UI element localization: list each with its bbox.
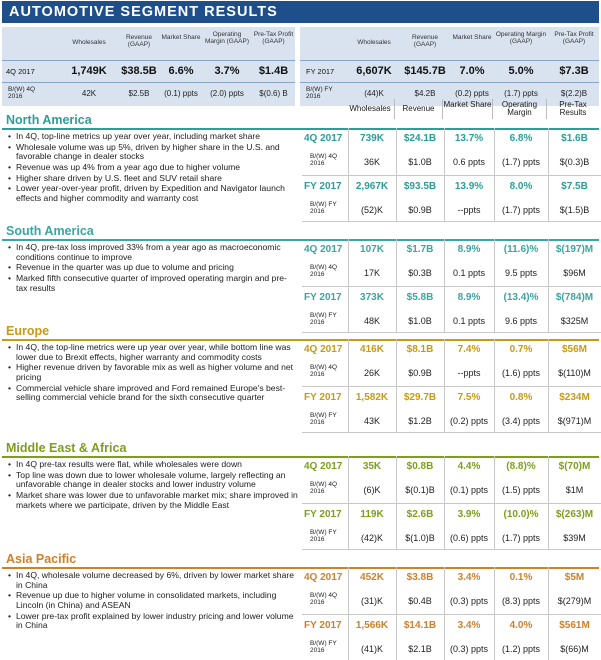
- period-row: [302, 339, 601, 361]
- metric-value: $56M: [561, 344, 587, 355]
- summary-value: 6.6%: [168, 65, 194, 77]
- summary-header-share: Market Share: [452, 34, 492, 41]
- metric-value: (1.7) ppts: [501, 205, 541, 215]
- metric-value: 2,967K: [355, 181, 389, 192]
- metric-value: (42)K: [360, 533, 383, 543]
- period-row: [302, 287, 601, 309]
- period-row: [302, 176, 601, 198]
- summary-value: 6,607K: [356, 65, 392, 77]
- bullet-item: • Commercial vehicle share improved and Ford remained Europe's best-selling commercial vehicle brand for the sixth consecutive quarter: [8, 384, 298, 403]
- bw-row: [302, 361, 601, 387]
- bullet-item: • Higher share driven by U.S. fleet and SUV retail share: [8, 174, 298, 184]
- region-bullets: [8, 571, 298, 632]
- col-header-margin: Operating Margin: [492, 99, 546, 119]
- bullet-item: • Higher revenue driven by favorable mix as well as higher volume and net pricing: [8, 363, 298, 382]
- metric-value: 13.9%: [454, 181, 484, 192]
- summary-header-pretax: Pre-Tax Profit (GAAP): [554, 31, 594, 45]
- summary-value: 1,749K: [71, 65, 107, 77]
- metric-value: 9.6 ppts: [504, 316, 538, 326]
- period-row: [302, 456, 601, 478]
- region-title: South America: [6, 224, 94, 238]
- bullet-item: • Top line was down due to lower wholesale volume, largely reflecting an unfavorable change in dealer stocks and lower industry volume: [8, 471, 298, 490]
- metric-value: $(110)M: [558, 368, 591, 378]
- metric-value: 17K: [363, 268, 380, 278]
- region-south-america: [2, 223, 599, 326]
- summary-fy: [300, 27, 599, 106]
- summary-bw-value: (0.2) ppts: [455, 89, 489, 98]
- summary-4q-values: [2, 61, 295, 83]
- metric-value: $1.6B: [561, 133, 588, 144]
- metric-value: (1.2) ppts: [501, 644, 541, 654]
- metric-value: 0.8%: [509, 392, 533, 403]
- period-label: FY 2017: [304, 392, 342, 403]
- metric-value: 9.5 ppts: [504, 268, 538, 278]
- summary-bw-value: 42K: [81, 89, 97, 98]
- metric-value: $1.0B: [408, 157, 432, 167]
- col-header-pretax: Pre-Tax Results: [546, 99, 599, 119]
- summary-header-margin: Operating Margin (GAAP): [204, 31, 250, 45]
- period-label: 4Q 2017: [304, 133, 343, 144]
- period-label: B/(W) FY 2016: [310, 529, 337, 543]
- metric-value: $0.3B: [408, 268, 432, 278]
- metric-value: (41)K: [360, 644, 383, 654]
- metric-value: 7.5%: [457, 392, 481, 403]
- metric-value: (31)K: [360, 596, 383, 606]
- metric-value: (0.2) ppts: [449, 416, 489, 426]
- bw-row: [302, 150, 601, 176]
- summary-4q: [2, 27, 295, 106]
- metric-value: (10.0)%: [503, 509, 539, 520]
- region-title: Europe: [6, 324, 50, 338]
- metric-value: $(0.3)B: [559, 157, 590, 167]
- metric-value: 416K: [360, 344, 384, 355]
- metric-value: 0.1%: [509, 572, 533, 583]
- region-middle-east-africa: [2, 440, 599, 551]
- metric-value: 26K: [363, 368, 380, 378]
- metric-value: $0.9B: [408, 368, 432, 378]
- region-title: Asia Pacific: [6, 552, 77, 566]
- period-row: [302, 387, 601, 409]
- metric-value: --ppts: [457, 205, 481, 215]
- metric-value: $3.8B: [406, 572, 434, 583]
- summary-bw-value: (0.1) ppts: [164, 89, 198, 98]
- metric-value: $5M: [564, 572, 585, 583]
- period-label: B/(W) FY 2016: [310, 412, 337, 426]
- metric-value: 452K: [360, 572, 384, 583]
- summary-header-share: Market Share: [161, 34, 201, 41]
- metric-value: $8.1B: [406, 344, 434, 355]
- period-label: 4Q 2017: [304, 344, 343, 355]
- bullet-item: • In 4Q, the top-line metrics were up year over year, while bottom line was lower due to Brexit effects, higher warranty and commodity costs: [8, 343, 298, 362]
- metric-value: $234M: [559, 392, 590, 403]
- metric-value: $2.6B: [406, 509, 434, 520]
- region-north-america: [2, 112, 599, 223]
- col-header-share: Market Share: [442, 99, 492, 119]
- summary-4q-header: [2, 27, 295, 61]
- bullet-item: • Marked fifth consecutive quarter of improved operating margin and pre-tax results: [8, 274, 298, 293]
- summary-value: 7.0%: [459, 65, 485, 77]
- metric-value: $1.0B: [408, 316, 432, 326]
- metric-value: $0.4B: [408, 596, 432, 606]
- period-label: FY 2017: [304, 509, 342, 520]
- region-asia-pacific: [2, 551, 599, 659]
- summary-bw-value: $4.2B: [414, 89, 436, 98]
- summary-value: $38.5B: [121, 65, 157, 77]
- metric-value: 0.7%: [509, 344, 533, 355]
- summary-value: $145.7B: [404, 65, 446, 77]
- metric-value: 8.9%: [457, 292, 481, 303]
- summary-fy-header: [300, 27, 599, 61]
- metric-value: $39M: [563, 533, 586, 543]
- metric-value: $(1.5)B: [559, 205, 590, 215]
- metric-value: (8.8)%: [506, 461, 536, 472]
- col-header-wholesales: Wholesales: [349, 104, 391, 113]
- metric-value: (0.1) ppts: [449, 485, 489, 495]
- region-bullets: [8, 460, 298, 511]
- col-header-revenue: Revenue: [394, 99, 442, 119]
- metric-value: $1.2B: [408, 416, 432, 426]
- summary-4q-bw: [2, 83, 295, 106]
- period-label: FY 2017: [304, 292, 342, 303]
- region-bullets: [8, 243, 298, 294]
- summary-value: 3.7%: [214, 65, 240, 77]
- metric-value: 739K: [360, 133, 384, 144]
- metric-value: (0.6) ppts: [449, 533, 489, 543]
- summary-header-revenue: Revenue (GAAP): [125, 34, 153, 48]
- metric-value: $(263)M: [555, 509, 594, 520]
- metric-value: (0.3) ppts: [449, 596, 489, 606]
- metric-value: 13.7%: [454, 133, 484, 144]
- metric-value: 107K: [360, 244, 384, 255]
- metric-value: $(971)M: [557, 416, 592, 426]
- metric-value: 373K: [360, 292, 384, 303]
- bullet-item: • Revenue in the quarter was up due to volume and pricing: [8, 263, 298, 273]
- metric-value: $96M: [563, 268, 586, 278]
- metric-value: 1,566K: [355, 620, 389, 631]
- bullet-item: • Lower year-over-year profit, driven by Expedition and Navigator launch effects and higher commodity and warranty cost: [8, 184, 298, 203]
- metric-value: $14.1B: [403, 620, 437, 631]
- metric-value: (6)K: [363, 485, 381, 495]
- period-label: FY 2017: [304, 620, 342, 631]
- summary-value: 5.0%: [508, 65, 534, 77]
- metric-value: 6.8%: [509, 133, 533, 144]
- metric-value: (3.4) ppts: [501, 416, 541, 426]
- summary-header-revenue: Revenue (GAAP): [411, 34, 439, 48]
- period-label: B/(W) FY 2016: [310, 640, 337, 654]
- metric-value: $(197)M: [555, 244, 594, 255]
- summary-period-label: FY 2017: [306, 67, 335, 76]
- summary-bw-value: $2.5B: [128, 89, 150, 98]
- metric-value: 3.4%: [457, 620, 481, 631]
- region-europe: [2, 323, 599, 440]
- summary-bw-value: $(0.6) B: [259, 89, 288, 98]
- metric-value: (52)K: [360, 205, 383, 215]
- bullet-item: • In 4Q, pre-tax loss improved 33% from a year ago as macroeconomic conditions continue to improve: [8, 243, 298, 262]
- period-label: B/(W) 4Q 2016: [310, 481, 338, 495]
- bw-row: [302, 637, 601, 660]
- period-label: B/(W) FY 2016: [310, 312, 337, 326]
- bw-row: [302, 589, 601, 615]
- metric-value: (8.3) ppts: [501, 596, 541, 606]
- period-label: B/(W) FY 2016: [310, 201, 337, 215]
- metric-value: $(279)M: [557, 596, 592, 606]
- bw-row: [302, 526, 601, 550]
- summary-header-pretax: Pre-Tax Profit (GAAP): [253, 31, 294, 45]
- metric-value: $0.9B: [408, 205, 432, 215]
- period-label: B/(W) 4Q 2016: [310, 264, 338, 278]
- bullet-item: • Revenue was up 4% from a year ago due to higher volume: [8, 163, 298, 173]
- metric-value: 7.4%: [457, 344, 481, 355]
- metric-value: 3.4%: [457, 572, 481, 583]
- bw-row: [302, 478, 601, 504]
- metric-value: (1.7) ppts: [501, 157, 541, 167]
- summary-header-wholesales: Wholesales: [357, 39, 391, 46]
- title-bar: [2, 1, 599, 23]
- metric-value: 43K: [363, 416, 380, 426]
- metric-value: (1.6) ppts: [501, 368, 541, 378]
- metric-value: $561M: [559, 620, 590, 631]
- period-row: [302, 567, 601, 589]
- summary-bw-value: (2.0) ppts: [210, 89, 244, 98]
- metric-value: $5.8B: [406, 292, 434, 303]
- metric-value: 119K: [360, 509, 384, 520]
- metric-value: --ppts: [457, 368, 481, 378]
- metric-value: 0.1 ppts: [452, 316, 486, 326]
- bullet-item: • Market share was lower due to unfavorable market mix; share improved in markets where we participate, driven by the Middle East: [8, 491, 298, 510]
- bullet-item: • In 4Q pre-tax results were flat, while wholesales were down: [8, 460, 298, 470]
- bullet-item: • Lower pre-tax profit explained by lower industry pricing and lower volume in China: [8, 612, 298, 631]
- metric-value: 8.9%: [457, 244, 481, 255]
- bw-row: [302, 261, 601, 287]
- metric-value: $2.1B: [408, 644, 432, 654]
- period-label: B/(W) 4Q 2016: [310, 153, 338, 167]
- bullet-item: • Revenue up due to higher volume in consolidated markets, including Lincoln (in China) and ASEAN: [8, 591, 298, 610]
- metric-value: 35K: [362, 461, 382, 472]
- period-row: [302, 128, 601, 150]
- region-bullets: [8, 132, 298, 204]
- bullet-item: • Wholesale volume was up 5%, driven by higher share in the U.S. and favorable change in dealer stocks: [8, 143, 298, 162]
- summary-period-label: 4Q 2017: [6, 67, 35, 76]
- region-title: Middle East & Africa: [6, 441, 127, 455]
- region-title: North America: [6, 113, 92, 127]
- page-title: AUTOMOTIVE SEGMENT RESULTS: [9, 4, 278, 20]
- metric-value: $(0.1)B: [405, 485, 435, 495]
- period-row: [302, 504, 601, 526]
- period-label: B/(W) 4Q 2016: [310, 592, 338, 606]
- metric-value: $(784)M: [555, 292, 594, 303]
- bw-row: [302, 198, 601, 222]
- summary-bw-label: B/(W) 4Q 2016: [8, 86, 36, 100]
- metric-value: 4.4%: [457, 461, 481, 472]
- metric-value: $1M: [565, 485, 584, 495]
- summary-bw-value: (1.7) ppts: [504, 89, 538, 98]
- metric-value: (0.3) ppts: [449, 644, 489, 654]
- metric-value: 0.6 ppts: [452, 157, 486, 167]
- metric-value: $1.7B: [406, 244, 434, 255]
- summary-bw-value: $(2.2)B: [560, 89, 588, 98]
- summary-value: $7.3B: [559, 65, 589, 77]
- metric-value: 0.1 ppts: [452, 268, 486, 278]
- metric-value: $(1.0)B: [405, 533, 435, 543]
- summary-header-margin: Operating Margin (GAAP): [495, 31, 547, 45]
- metric-value: 1,582K: [355, 392, 389, 403]
- metric-value: (1.7) ppts: [501, 533, 541, 543]
- metric-value: $(66)M: [560, 644, 589, 654]
- metric-value: $7.5B: [561, 181, 588, 192]
- bw-row: [302, 409, 601, 433]
- metric-value: (13.4)%: [503, 292, 539, 303]
- period-label: 4Q 2017: [304, 244, 343, 255]
- bullet-item: • In 4Q, top-line metrics up year over year, including market share: [8, 132, 298, 142]
- period-label: FY 2017: [304, 181, 342, 192]
- region-bullets: [8, 343, 298, 404]
- metric-value: 48K: [363, 316, 380, 326]
- metric-value: 4.0%: [509, 620, 533, 631]
- summary-bw-label: B/(W) FY 2016: [306, 86, 333, 100]
- summary-fy-values: [300, 61, 599, 83]
- period-label: 4Q 2017: [304, 461, 343, 472]
- metric-value: (1.5) ppts: [501, 485, 541, 495]
- period-label: 4Q 2017: [304, 572, 343, 583]
- summary-bw-value: (44)K: [364, 89, 384, 98]
- metric-value: $29.7B: [403, 392, 437, 403]
- bullet-item: • In 4Q, wholesale volume decreased by 6%, driven by lower market share in China: [8, 571, 298, 590]
- metric-value: 3.9%: [457, 509, 481, 520]
- period-row: [302, 615, 601, 637]
- metric-value: 8.0%: [509, 181, 533, 192]
- summary-value: $1.4B: [258, 65, 289, 77]
- metric-value: (11.6)%: [503, 244, 539, 255]
- metric-value: $24.1B: [403, 133, 437, 144]
- metric-value: $325M: [560, 316, 589, 326]
- period-row: [302, 239, 601, 261]
- metric-value: $0.8B: [406, 461, 434, 472]
- period-label: B/(W) 4Q 2016: [310, 364, 338, 378]
- metric-value: $(70)M: [558, 461, 591, 472]
- metric-value: $93.5B: [403, 181, 437, 192]
- metric-value: 36K: [363, 157, 380, 167]
- summary-header-wholesales: Wholesales: [72, 39, 106, 46]
